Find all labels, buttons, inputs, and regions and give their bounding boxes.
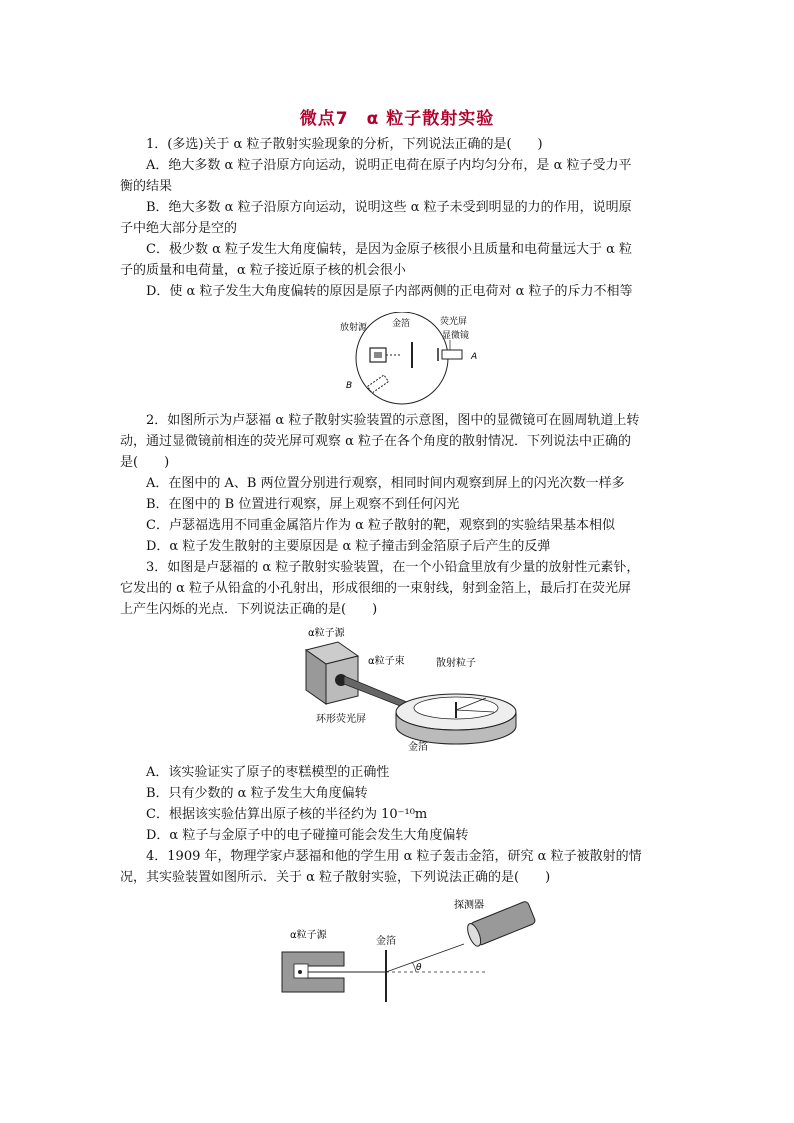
q3-option-a: A．该实验证实了原子的枣糕模型的正确性 (146, 765, 390, 780)
label-alpha-beam: α粒子束 (368, 656, 405, 667)
microscope-a (442, 350, 462, 359)
label-gold-foil: 金箔 (408, 742, 428, 753)
label-position-a: A (471, 352, 478, 362)
q3-stem-line2: 它发出的 α 粒子从铅盒的小孔射出，形成很细的一束射线，射到金箔上，最后打在荧光屏 (120, 581, 632, 596)
q1-option-a-line1: A．绝大多数 α 粒子沿原方向运动，说明正电荷在原子内均匀分布，是 α 粒子受力平 (146, 158, 632, 173)
label-alpha-source: α粒子源 (308, 628, 345, 639)
q1-stem: 1．(多选)关于 α 粒子散射实验现象的分析，下列说法正确的是( ) (146, 137, 543, 152)
label-position-b: B (346, 381, 353, 391)
q2-option-c: C．卢瑟福选用不同重金属箔片作为 α 粒子散射的靶，观察到的实验结果基本相似 (146, 518, 615, 533)
q1-option-b-line2: 子中绝大部分是空的 (120, 221, 238, 236)
q4-stem-line2: 况，其实验装置如图所示．关于 α 粒子散射实验，下列说法正确的是( ) (120, 870, 551, 885)
q4-stem-line1: 4．1909 年，物理学家卢瑟福和他的学生用 α 粒子轰击金箔，研究 α 粒子被散射的情 (146, 849, 642, 864)
figure-1-rutherford-setup (330, 312, 500, 410)
label-scattered-particles: 散射粒子 (436, 658, 476, 669)
label-screen: 荧光屏 (440, 317, 468, 327)
label-ring-screen: 环形荧光屏 (316, 714, 366, 725)
q2-option-a: A．在图中的 A、B 两位置分别进行观察，相同时间内观察到屏上的闪光次数一样多 (146, 476, 625, 491)
label-foil: 金箔 (392, 319, 411, 329)
q3-option-b: B．只有少数的 α 粒子发生大角度偏转 (146, 786, 368, 801)
label-gold-foil: 金箔 (376, 936, 396, 947)
q1-option-c-line2: 子的质量和电荷量，α 粒子接近原子核的机会很小 (120, 263, 406, 278)
q2-stem-line3: 是( ) (120, 455, 170, 470)
figure-3-detector-setup (276, 892, 556, 1010)
label-alpha-source: α粒子源 (290, 930, 327, 941)
q2-stem-line2: 动，通过显微镜前相连的荧光屏可观察 α 粒子在各个角度的散射情况．下列说法中正确的 (120, 434, 632, 449)
label-angle-theta: θ (416, 963, 422, 973)
q3-option-c: C．根据该实验估算出原子核的半径约为 10⁻¹⁰m (146, 807, 428, 822)
q1-option-d: D．使 α 粒子发生大角度偏转的原因是原子内部两侧的正电荷对 α 粒子的斥力不相等 (146, 284, 633, 299)
microscope-b (368, 375, 389, 393)
label-detector: 探测器 (454, 900, 484, 911)
q1-option-a-line2: 衡的结果 (120, 179, 173, 194)
q3-option-d: D．α 粒子与金原子中的电子碰撞可能会发生大角度偏转 (146, 828, 469, 843)
page-title: 微点7 α 粒子散射实验 (299, 109, 495, 129)
q2-option-d: D．α 粒子发生散射的主要原因是 α 粒子撞击到金箔原子后产生的反弹 (146, 539, 551, 554)
q1-option-c-line1: C．极少数 α 粒子发生大角度偏转，是因为金原子核很小且质量和电荷量远大于 α 粒 (146, 242, 633, 257)
q2-stem-line1: 2．如图所示为卢瑟福 α 粒子散射实验装置的示意图，图中的显微镜可在圆周轨道上转 (146, 413, 640, 428)
label-microscope: 显微镜 (442, 331, 470, 341)
q3-stem-line1: 3．如图是卢瑟福的 α 粒子散射实验装置，在一个小铅盒里放有少量的放射性元素钋， (146, 560, 640, 575)
q3-stem-line3: 上产生闪烁的光点．下列说法正确的是( ) (120, 602, 378, 617)
q1-option-b-line1: B．绝大多数 α 粒子沿原方向运动，说明这些 α 粒子未受到明显的力的作用，说明原 (146, 200, 632, 215)
figure-2-scattering-apparatus (296, 622, 530, 756)
q2-option-b: B．在图中的 B 位置进行观察，屏上观察不到任何闪光 (146, 497, 460, 512)
label-source: 放射源 (340, 323, 368, 333)
